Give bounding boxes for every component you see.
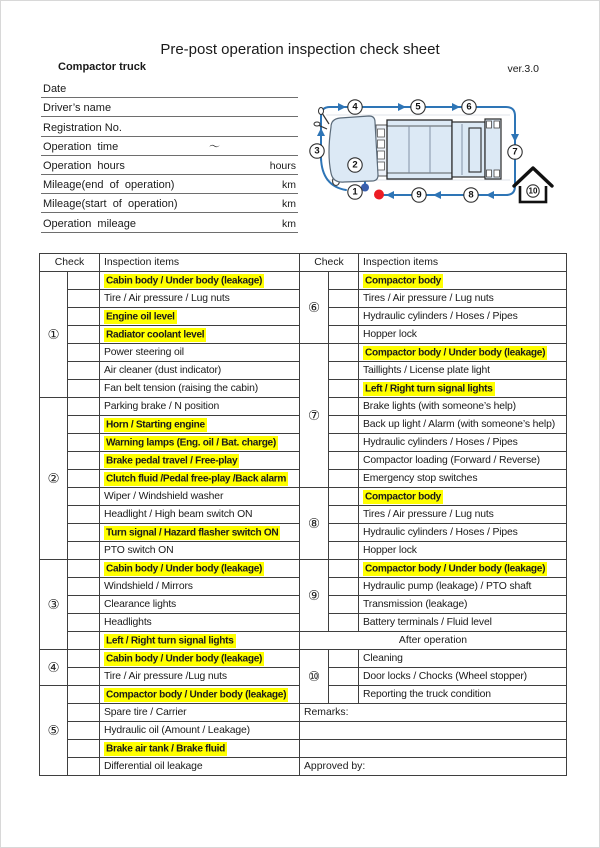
check-cell[interactable] bbox=[329, 470, 359, 488]
inspection-item bbox=[100, 416, 300, 434]
table-row bbox=[40, 686, 300, 704]
station-3 bbox=[310, 144, 324, 158]
highlighted-item-text: Engine oil level bbox=[106, 311, 175, 322]
svg-text:9: 9 bbox=[416, 189, 422, 201]
inspection-item: Clearance lights bbox=[100, 596, 300, 614]
station-5 bbox=[411, 100, 425, 114]
check-cell[interactable] bbox=[68, 542, 100, 560]
svg-text:1: 1 bbox=[352, 186, 358, 198]
inspection-item: Brake lights (with someone’s help) bbox=[359, 398, 567, 416]
table-row bbox=[40, 614, 300, 632]
table-row bbox=[300, 578, 567, 596]
svg-text:6: 6 bbox=[466, 101, 472, 113]
table-row bbox=[40, 560, 300, 578]
table-header-row bbox=[40, 254, 300, 272]
inspection-item bbox=[100, 434, 300, 452]
check-cell[interactable] bbox=[68, 380, 100, 398]
table-row bbox=[40, 578, 300, 596]
check-cell[interactable] bbox=[68, 722, 100, 740]
table-row bbox=[40, 506, 300, 524]
form-label: Operation time bbox=[43, 140, 119, 153]
svg-text:8: 8 bbox=[468, 189, 474, 201]
check-cell[interactable] bbox=[68, 704, 100, 722]
inspection-item: Hydraulic oil (Amount / Leakage) bbox=[100, 722, 300, 740]
highlighted-item-text: Compactor body / Under body (leakage) bbox=[365, 347, 546, 358]
truck-illustration bbox=[314, 108, 501, 186]
inspection-item: Hydraulic cylinders / Hoses / Pipes bbox=[359, 308, 567, 326]
check-cell[interactable] bbox=[68, 596, 100, 614]
inspection-item bbox=[100, 326, 300, 344]
table-row bbox=[300, 452, 567, 470]
table-row bbox=[40, 524, 300, 542]
section-number: ① bbox=[40, 272, 68, 398]
highlighted-item-text: Turn signal / Hazard flasher switch ON bbox=[106, 527, 279, 538]
remarks-blank-row bbox=[300, 722, 567, 740]
table-row bbox=[40, 488, 300, 506]
check-cell[interactable] bbox=[329, 686, 359, 704]
table-row bbox=[300, 632, 567, 650]
inspection-item bbox=[359, 272, 567, 290]
check-cell[interactable] bbox=[68, 614, 100, 632]
form-label: Registration No. bbox=[43, 121, 122, 134]
table-row bbox=[300, 614, 567, 632]
table-row bbox=[300, 542, 567, 560]
table-row bbox=[300, 272, 567, 290]
inspection-item: Wiper / Windshield washer bbox=[100, 488, 300, 506]
time-range-tilde: ～ bbox=[209, 140, 220, 153]
inspection-item bbox=[100, 470, 300, 488]
inspection-item: Battery terminals / Fluid level bbox=[359, 614, 567, 632]
svg-text:10: 10 bbox=[528, 186, 538, 196]
form-unit: hours bbox=[269, 159, 296, 172]
inspection-table-right bbox=[299, 253, 567, 776]
inspection-route-diagram bbox=[304, 84, 600, 219]
check-cell[interactable] bbox=[68, 272, 100, 290]
table-row bbox=[40, 452, 300, 470]
table-row bbox=[40, 398, 300, 416]
form-label: Mileage(start of operation) bbox=[43, 198, 178, 211]
highlighted-item-text: Brake air tank / Brake fluid bbox=[106, 743, 225, 754]
inspection-item bbox=[100, 686, 300, 704]
check-cell[interactable] bbox=[329, 398, 359, 416]
highlighted-item-text: Brake pedal travel / Free-play bbox=[106, 455, 238, 466]
table-row bbox=[300, 686, 567, 704]
section-number: ⑥ bbox=[300, 272, 329, 344]
check-cell[interactable] bbox=[68, 326, 100, 344]
form-label: Operation hours bbox=[43, 159, 125, 172]
form-row[interactable] bbox=[41, 156, 298, 175]
inspection-item: Fan belt tension (raising the cabin) bbox=[100, 380, 300, 398]
station-6 bbox=[462, 100, 476, 114]
inspection-item: Hydraulic cylinders / Hoses / Pipes bbox=[359, 524, 567, 542]
compactor-box bbox=[387, 120, 452, 179]
inspection-item: Transmission (leakage) bbox=[359, 596, 567, 614]
check-cell[interactable] bbox=[329, 506, 359, 524]
table-row bbox=[300, 740, 567, 758]
truck-type-label: Compactor truck bbox=[58, 61, 147, 73]
table-row bbox=[40, 434, 300, 452]
check-header: Check bbox=[300, 254, 359, 272]
highlighted-item-text: Left / Right turn signal lights bbox=[365, 383, 493, 394]
check-cell[interactable] bbox=[329, 596, 359, 614]
check-cell[interactable] bbox=[329, 668, 359, 686]
table-row bbox=[300, 308, 567, 326]
check-cell[interactable] bbox=[68, 632, 100, 650]
form-row[interactable] bbox=[41, 175, 298, 194]
check-cell[interactable] bbox=[68, 398, 100, 416]
table-row bbox=[40, 290, 300, 308]
inspection-item bbox=[100, 452, 300, 470]
form-row[interactable] bbox=[41, 79, 298, 98]
check-cell[interactable] bbox=[68, 560, 100, 578]
form-unit: km bbox=[282, 179, 296, 192]
inspection-item bbox=[359, 344, 567, 362]
table-row bbox=[300, 362, 567, 380]
highlighted-item-text: Compactor body bbox=[365, 491, 441, 502]
inspection-item: Differential oil leakage bbox=[100, 758, 300, 776]
table-row bbox=[40, 308, 300, 326]
form-row[interactable] bbox=[41, 137, 298, 156]
form-label: Operation mileage bbox=[43, 217, 136, 230]
svg-text:4: 4 bbox=[352, 101, 358, 113]
check-header: Check bbox=[40, 254, 100, 272]
page-title: Pre-post operation inspection check sheet bbox=[160, 41, 440, 58]
check-cell[interactable] bbox=[68, 488, 100, 506]
inspection-item: Windshield / Mirrors bbox=[100, 578, 300, 596]
form-row[interactable] bbox=[41, 117, 298, 136]
table-row bbox=[300, 560, 567, 578]
check-cell[interactable] bbox=[329, 560, 359, 578]
inspection-item: Door locks / Chocks (Wheel stopper) bbox=[359, 668, 567, 686]
check-cell[interactable] bbox=[329, 650, 359, 668]
svg-text:3: 3 bbox=[314, 145, 320, 157]
form-label: Mileage(end of operation) bbox=[43, 179, 175, 192]
inspection-item: Reporting the truck condition bbox=[359, 686, 567, 704]
inspection-item: Hydraulic cylinders / Hoses / Pipes bbox=[359, 434, 567, 452]
form-label: Driver’s name bbox=[43, 102, 112, 115]
inspection-item: Hydraulic pump (leakage) / PTO shaft bbox=[359, 578, 567, 596]
inspection-item: Tires / Air pressure / Lug nuts bbox=[359, 506, 567, 524]
inspection-item: PTO switch ON bbox=[100, 542, 300, 560]
table-row bbox=[40, 380, 300, 398]
table-row bbox=[300, 416, 567, 434]
svg-text:7: 7 bbox=[512, 146, 518, 158]
table-row bbox=[300, 488, 567, 506]
highlighted-item-text: Warning lamps (Eng. oil / Bat. charge) bbox=[106, 437, 276, 448]
inspection-item: Headlights bbox=[100, 614, 300, 632]
items-header: Inspection items bbox=[100, 254, 300, 272]
section-number: ⑩ bbox=[300, 650, 329, 704]
section-number: ⑧ bbox=[300, 488, 329, 560]
check-cell[interactable] bbox=[329, 542, 359, 560]
check-cell[interactable] bbox=[68, 362, 100, 380]
station-10 bbox=[527, 185, 539, 197]
inspection-item bbox=[100, 740, 300, 758]
table-row bbox=[40, 470, 300, 488]
table-row bbox=[40, 362, 300, 380]
form-row[interactable] bbox=[41, 98, 298, 117]
inspection-item: Emergency stop switches bbox=[359, 470, 567, 488]
form-unit: km bbox=[282, 198, 296, 211]
inspection-item: Tire / Air pressure / Lug nuts bbox=[100, 290, 300, 308]
table-row bbox=[300, 704, 567, 722]
table-row bbox=[40, 722, 300, 740]
form-row[interactable] bbox=[41, 194, 298, 213]
check-cell[interactable] bbox=[68, 344, 100, 362]
inspection-item: Parking brake / N position bbox=[100, 398, 300, 416]
check-cell[interactable] bbox=[68, 740, 100, 758]
inspection-item bbox=[100, 272, 300, 290]
inspection-item: Compactor loading (Forward / Reverse) bbox=[359, 452, 567, 470]
approved-by-row: Approved by: bbox=[300, 758, 567, 776]
table-row bbox=[40, 704, 300, 722]
section-number: ④ bbox=[40, 650, 68, 686]
section-number: ③ bbox=[40, 560, 68, 650]
highlighted-item-text: Cabin body / Under body (leakage) bbox=[106, 563, 263, 574]
check-cell[interactable] bbox=[329, 452, 359, 470]
inspection-item: Headlight / High beam switch ON bbox=[100, 506, 300, 524]
table-row bbox=[300, 596, 567, 614]
table-row bbox=[40, 416, 300, 434]
table-row bbox=[300, 650, 567, 668]
table-row bbox=[40, 632, 300, 650]
check-cell[interactable] bbox=[329, 488, 359, 506]
table-row bbox=[300, 758, 567, 776]
table-row bbox=[300, 434, 567, 452]
table-row bbox=[300, 344, 567, 362]
table-row bbox=[300, 290, 567, 308]
table-row bbox=[40, 758, 300, 776]
station-1 bbox=[348, 185, 362, 199]
table-row bbox=[300, 668, 567, 686]
table-row bbox=[40, 326, 300, 344]
table-row bbox=[40, 668, 300, 686]
check-cell[interactable] bbox=[329, 308, 359, 326]
inspection-item: Hopper lock bbox=[359, 326, 567, 344]
section-number: ② bbox=[40, 398, 68, 560]
station-4 bbox=[348, 100, 362, 114]
inspection-item bbox=[100, 632, 300, 650]
mirror-2 bbox=[314, 122, 320, 126]
table-row bbox=[300, 326, 567, 344]
section-number: ⑦ bbox=[300, 344, 329, 488]
mirror bbox=[319, 108, 324, 115]
check-cell[interactable] bbox=[68, 758, 100, 776]
check-cell[interactable] bbox=[329, 416, 359, 434]
table-row bbox=[300, 506, 567, 524]
form-row[interactable] bbox=[41, 213, 298, 232]
remarks-row: Remarks: bbox=[300, 704, 567, 722]
station-8 bbox=[464, 188, 478, 202]
check-cell[interactable] bbox=[68, 506, 100, 524]
inspection-item: Power steering oil bbox=[100, 344, 300, 362]
highlighted-item-text: Clutch fluid /Pedal free-play /Back alarm bbox=[106, 473, 287, 484]
inspection-item bbox=[100, 560, 300, 578]
table-row bbox=[300, 380, 567, 398]
inspection-item: Taillights / License plate light bbox=[359, 362, 567, 380]
inspection-item bbox=[359, 488, 567, 506]
form-unit: km bbox=[282, 217, 296, 230]
table-row bbox=[40, 344, 300, 362]
svg-text:2: 2 bbox=[352, 159, 358, 171]
highlighted-item-text: Compactor body / Under body (leakage) bbox=[106, 689, 287, 700]
remarks-blank-row bbox=[300, 740, 567, 758]
inspection-item bbox=[359, 560, 567, 578]
check-cell[interactable] bbox=[329, 290, 359, 308]
table-header-row bbox=[300, 254, 567, 272]
inspection-item bbox=[359, 380, 567, 398]
svg-text:5: 5 bbox=[415, 101, 421, 113]
check-cell[interactable] bbox=[68, 434, 100, 452]
check-cell[interactable] bbox=[329, 344, 359, 362]
check-cell[interactable] bbox=[329, 524, 359, 542]
inspection-item: Spare tire / Carrier bbox=[100, 704, 300, 722]
table-row bbox=[40, 542, 300, 560]
check-cell[interactable] bbox=[68, 686, 100, 704]
highlighted-item-text: Horn / Starting engine bbox=[106, 419, 205, 430]
highlighted-item-text: Compactor body bbox=[365, 275, 441, 286]
table-row bbox=[300, 722, 567, 740]
highlighted-item-text: Cabin body / Under body (leakage) bbox=[106, 275, 263, 286]
after-operation-header: After operation bbox=[300, 632, 567, 650]
check-cell[interactable] bbox=[329, 326, 359, 344]
table-row bbox=[40, 272, 300, 290]
check-cell[interactable] bbox=[329, 272, 359, 290]
inspection-item bbox=[100, 650, 300, 668]
check-cell[interactable] bbox=[329, 380, 359, 398]
items-header: Inspection items bbox=[359, 254, 567, 272]
end-dot bbox=[374, 190, 384, 200]
check-cell[interactable] bbox=[68, 578, 100, 596]
table-row bbox=[40, 596, 300, 614]
highlighted-item-text: Left / Right turn signal lights bbox=[106, 635, 234, 646]
table-row bbox=[300, 524, 567, 542]
section-number: ⑤ bbox=[40, 686, 68, 776]
check-cell[interactable] bbox=[329, 434, 359, 452]
check-cell[interactable] bbox=[68, 290, 100, 308]
highlighted-item-text: Compactor body / Under body (leakage) bbox=[365, 563, 546, 574]
inspection-item: Cleaning bbox=[359, 650, 567, 668]
table-row bbox=[40, 650, 300, 668]
table-row bbox=[40, 740, 300, 758]
check-cell[interactable] bbox=[68, 470, 100, 488]
section-number: ⑨ bbox=[300, 560, 329, 632]
inspection-item bbox=[100, 308, 300, 326]
check-cell[interactable] bbox=[68, 416, 100, 434]
station-7 bbox=[508, 145, 522, 159]
inspection-item: Hopper lock bbox=[359, 542, 567, 560]
highlighted-item-text: Cabin body / Under body (leakage) bbox=[106, 653, 263, 664]
check-cell[interactable] bbox=[68, 308, 100, 326]
operation-info-form bbox=[41, 79, 298, 233]
highlighted-item-text: Radiator coolant level bbox=[106, 329, 205, 340]
station-2 bbox=[348, 158, 362, 172]
inspection-table-left bbox=[39, 253, 300, 776]
inspection-item: Air cleaner (dust indicator) bbox=[100, 362, 300, 380]
check-cell[interactable] bbox=[329, 614, 359, 632]
station-9 bbox=[412, 188, 426, 202]
inspection-item: Tire / Air pressure /Lug nuts bbox=[100, 668, 300, 686]
check-cell[interactable] bbox=[68, 524, 100, 542]
inspection-item bbox=[100, 524, 300, 542]
version-label: ver.3.0 bbox=[507, 63, 539, 75]
inspection-item: Tires / Air pressure / Lug nuts bbox=[359, 290, 567, 308]
table-row bbox=[300, 398, 567, 416]
table-row bbox=[300, 470, 567, 488]
check-cell[interactable] bbox=[329, 362, 359, 380]
check-cell[interactable] bbox=[68, 452, 100, 470]
inspection-item: Back up light / Alarm (with someone’s help) bbox=[359, 416, 567, 434]
form-label: Date bbox=[43, 83, 67, 96]
check-cell[interactable] bbox=[68, 668, 100, 686]
check-cell[interactable] bbox=[68, 650, 100, 668]
check-cell[interactable] bbox=[329, 578, 359, 596]
